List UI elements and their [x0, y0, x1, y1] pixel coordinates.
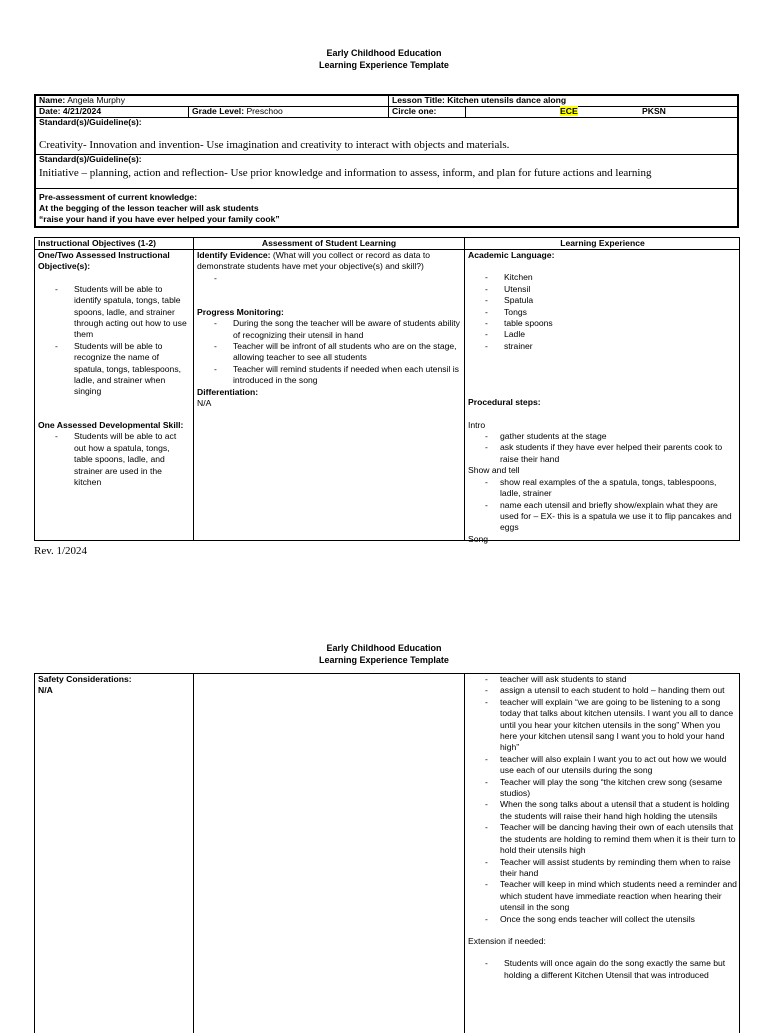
- progress-monitoring-list: [197, 318, 461, 386]
- song-label: Song: [468, 533, 489, 544]
- circle-option-pksn[interactable]: PKSN: [642, 106, 666, 116]
- list-item: - Teacher will be dancing having their own of each utensils that the students are holding to remind them when it is their turn to hold their utensils high: [468, 822, 737, 856]
- pre-assessment-line-2: “raise your hand if you have ever helped your family cook”: [39, 214, 280, 224]
- list-item: - Students will be able to identify spatula, tongs, table spoons, ladle, and strainer through acting out how to use them: [38, 284, 190, 341]
- page-title-2: Early Childhood Education: [326, 643, 442, 653]
- evidence-list: [197, 273, 461, 284]
- lesson-info-table: [34, 94, 739, 228]
- list-item: - Teacher will assist students by reminding them when to raise their hand: [468, 857, 737, 880]
- assessment-column-header: Assessment of Student Learning: [261, 238, 397, 248]
- safety-label: Safety Considerations:: [38, 674, 132, 684]
- assessment-column: [194, 250, 464, 409]
- list-item: - Students will once again do the song exactly the same but holding a different Kitchen Utensil that was introduced: [468, 958, 737, 981]
- list-item: - Ladle: [468, 329, 737, 340]
- list-item: - teacher will ask students to stand: [468, 674, 737, 685]
- list-item: - Teacher will be infront of all students who are on the stage, allowing teacher to see all students: [197, 341, 461, 364]
- extension-label: Extension if needed:: [468, 935, 546, 946]
- circle-one-label: Circle one:: [392, 106, 437, 116]
- standard-label-2: Standard(s)/Guideline(s):: [39, 154, 142, 164]
- list-item: - When the song talks about a utensil that a student is holding the students will raise their hand high holding the utensils: [468, 799, 737, 822]
- objectives-list: [38, 284, 190, 398]
- list-item: - Tongs: [468, 307, 737, 318]
- list-item: - gather students at the stage: [468, 431, 737, 442]
- page-title: Early Childhood Education: [326, 48, 442, 58]
- circle-option-ece[interactable]: ECE: [560, 106, 578, 116]
- show-and-tell-list: [468, 477, 737, 534]
- date-field: Date: 4/21/2024: [39, 106, 102, 116]
- developmental-skill-heading: One Assessed Developmental Skill:: [38, 419, 184, 430]
- name-field: Name: Angela Murphy: [39, 95, 125, 105]
- lesson-title-field: Lesson Title: Kitchen utensils dance along: [392, 95, 567, 105]
- academic-language-list: [468, 272, 737, 352]
- list-item: - assign a utensil to each student to hold – handing them out: [468, 685, 737, 696]
- grade-level-field: Grade Level: Preschoo: [192, 106, 283, 116]
- standard-label-1: Standard(s)/Guideline(s):: [39, 117, 142, 127]
- show-and-tell-label: Show and tell: [468, 465, 520, 476]
- experience-column: [465, 250, 740, 545]
- safety-column: [35, 674, 193, 697]
- procedure-continued-column: [465, 674, 740, 981]
- page-subtitle-2: Learning Experience Template: [319, 655, 449, 665]
- list-item: - Teacher will play the song “the kitchen crew song (sesame studios): [468, 777, 737, 800]
- list-item: - teacher will explain “we are going to be listening to a song today that talks about kitchen utensils. I want you all to dance until you hear your kitchen utensils in the song” When you here your kitchen utensil sang I want you to hold your hand high”: [468, 697, 737, 754]
- list-item: [197, 273, 461, 284]
- list-item: - Teacher will keep in mind which students need a reminder and which student have immediate reaction when hearing their utensil in the song: [468, 879, 737, 913]
- evidence-text: Identify Evidence: (What will you collect or record as data to demonstrate students have met your objective(s) and skill?): [197, 250, 431, 272]
- pre-assessment-label: Pre-assessment of current knowledge:: [39, 192, 198, 202]
- list-item: - teacher will also explain I want you to act out how we would use each of our utensils during the song: [468, 754, 737, 777]
- pre-assessment-line-1: At the begging of the lesson teacher will ask students: [39, 203, 259, 213]
- objectives-column-header: Instructional Objectives (1-2): [38, 238, 156, 248]
- list-item: - Students will be able to recognize the name of spatula, tongs, tablespoons, ladle, and strainer when singing: [38, 341, 190, 398]
- list-item: - During the song the teacher will be aware of students ability of recognizing their utensil in hand: [197, 318, 461, 341]
- page-subtitle: Learning Experience Template: [319, 60, 449, 70]
- list-item: - Teacher will remind students if needed when each utensil is introduced in the song: [197, 364, 461, 387]
- differentiation-label: Differentiation:: [197, 386, 259, 397]
- list-item: - Once the song ends teacher will collect the utensils: [468, 914, 737, 925]
- list-item: - Spatula: [468, 295, 737, 306]
- safety-table: [34, 673, 740, 1033]
- standard-text-1: Creativity- Innovation and invention- Use imagination and creativity to interact with objects and materials.: [39, 139, 510, 151]
- differentiation-value: N/A: [197, 398, 212, 409]
- list-item: - Students will be able to act out how a spatula, tongs, table spoons, ladle, and strainer are used in the kitchen: [38, 431, 190, 488]
- list-item: - ask students if they have ever helped their parents cook to raise their hand: [468, 442, 737, 465]
- experience-column-header: Learning Experience: [560, 238, 645, 248]
- revision-note: Rev. 1/2024: [34, 545, 88, 557]
- academic-language-label: Academic Language:: [468, 250, 555, 260]
- developmental-skill-list: [38, 431, 190, 488]
- intro-list: [468, 431, 737, 465]
- list-item: - table spoons: [468, 318, 737, 329]
- list-item: - show real examples of the a spatula, tongs, tablespoons, ladle, strainer: [468, 477, 737, 500]
- standard-text-2: Initiative – planning, action and reflection- Use prior knowledge and information to assess, inform, and plan for future actions and learning: [39, 167, 652, 179]
- extension-list: [468, 958, 737, 981]
- progress-monitoring-label: Progress Monitoring:: [197, 306, 284, 317]
- list-item: - Kitchen: [468, 272, 737, 283]
- intro-label: Intro: [468, 419, 486, 430]
- list-item: - strainer: [468, 341, 737, 352]
- objectives-column: [35, 250, 193, 488]
- list-item: - Utensil: [468, 284, 737, 295]
- procedure-steps-list: [468, 674, 737, 925]
- objectives-heading: One/Two Assessed Instructional Objective(s):: [38, 250, 170, 272]
- procedural-steps-label: Procedural steps:: [468, 397, 541, 408]
- safety-value: N/A: [38, 685, 53, 696]
- learning-table: [34, 237, 740, 544]
- list-item: - name each utensil and briefly show/explain what they are used for – EX- this is a spatula we use it to flip pancakes and eggs: [468, 500, 737, 534]
